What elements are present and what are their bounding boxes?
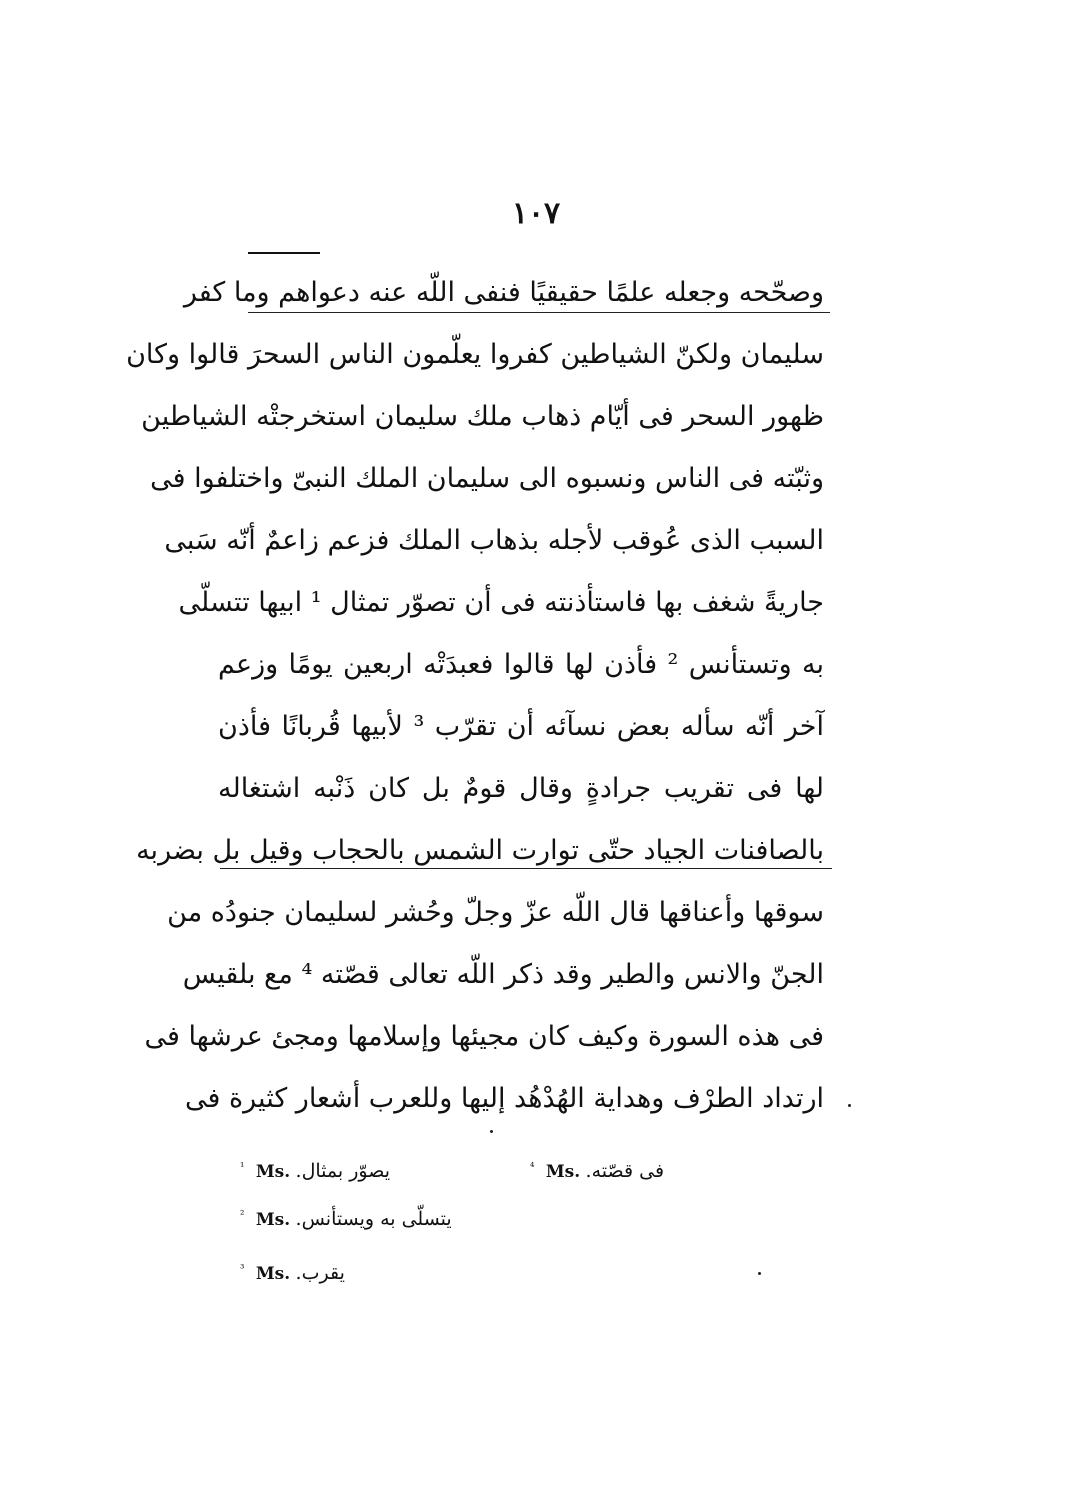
main-text-block — [126, 262, 824, 1130]
scan-speck — [490, 1130, 493, 1133]
footnote-ms: Ms. — [255, 1162, 291, 1182]
footnote-text: فى قصّته. — [585, 1160, 665, 1182]
footnote-text: يتسلّى به ويستأنس. — [295, 1208, 452, 1230]
text-line: سليمان ولكنّ الشياطين كفروا يعلّمون الناس السحرَ قالوا وكان — [126, 339, 824, 370]
text-line: فى هذه السورة وكيف كان مجيئها وإسلامها ومجئ عرشها فى — [144, 1021, 824, 1052]
text-line: ظهور السحر فى أيّام ذهاب ملك سليمان استخرجتْه الشياطين — [141, 401, 824, 432]
footnote-text: يقرب. — [295, 1262, 345, 1284]
text-line: به وتستأنس ² فأذن لها قالوا فعبدَتْه اربعين يومًا وزعم — [218, 649, 824, 680]
footnote-ms: Ms. — [545, 1162, 581, 1182]
footnote-ms: Ms. — [255, 1264, 291, 1284]
footnote-4 — [530, 1160, 664, 1182]
footnote-3 — [240, 1262, 345, 1284]
text-line: لها فى تقريب جرادةٍ وقال قومٌ بل كان ذَنْبه اشتغاله — [218, 773, 824, 804]
footnote-marker: ² — [240, 1208, 245, 1222]
underline-rule — [220, 868, 832, 869]
underline-rule — [248, 312, 830, 313]
footnote-marker: ³ — [240, 1262, 245, 1276]
footnote-ms: Ms. — [255, 1210, 291, 1230]
text-line: الجنّ والانس والطير وقد ذكر اللّه تعالى قصّته ⁴ مع بلقيس — [182, 959, 824, 990]
footnote-marker: ⁴ — [530, 1160, 535, 1174]
text-line: بالصافنات الجياد حتّى توارت الشمس بالحجاب وقيل بل بضربه — [136, 835, 824, 866]
text-line: جاريةً شغف بها فاستأذنته فى أن تصوّر تمثال ¹ ابيها تتسلّى — [178, 587, 824, 618]
text-line: السبب الذى عُوقب لأجله بذهاب الملك فزعم زاعمٌ أنّه سَبى — [164, 525, 824, 556]
footnote-marker: ¹ — [240, 1160, 245, 1174]
page-number: ١٠٧ — [511, 196, 561, 231]
text-line: وثبّته فى الناس ونسبوه الى سليمان الملك النبىّ واختلفوا فى — [150, 463, 824, 494]
text-line: سوقها وأعناقها قال اللّه عزّ وجلّ وحُشر لسليمان جنودُه من — [167, 897, 824, 928]
footnote-text: يصوّر بمثال. — [295, 1160, 390, 1182]
footnote-2 — [240, 1208, 452, 1230]
scan-speck — [758, 1272, 761, 1275]
scan-speck — [848, 1104, 851, 1107]
text-line: وصحّحه وجعله علمًا حقيقيًا فنفى اللّه عنه دعواهم وما كفر — [183, 277, 824, 308]
text-line: ارتداد الطرْف وهداية الهُدْهُد إليها وللعرب أشعار كثيرة فى — [185, 1083, 824, 1114]
footnote-1 — [240, 1160, 390, 1182]
text-line: آخر أنّه سأله بعض نسآئه أن تقرّب ³ لأبيها قُربانًا فأذن — [218, 711, 824, 742]
header-rule — [248, 252, 320, 254]
